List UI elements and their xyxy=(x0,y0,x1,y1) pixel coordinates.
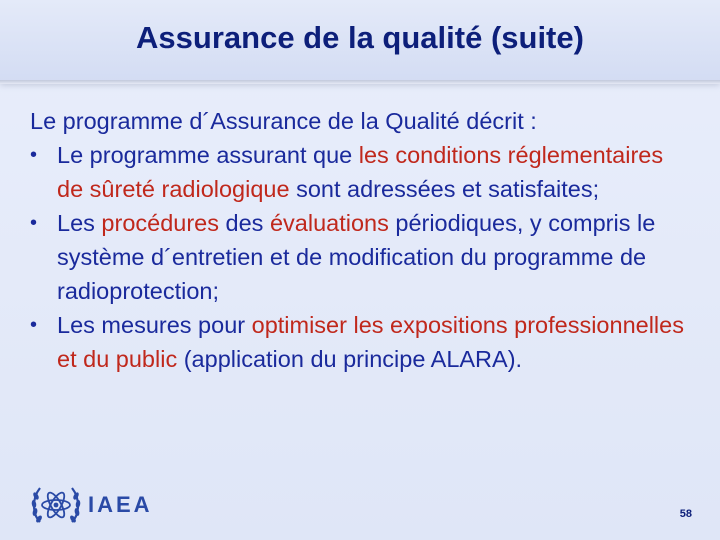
bullet-item xyxy=(30,138,690,206)
un-atom-emblem-icon xyxy=(30,482,82,528)
bullet-item xyxy=(30,206,690,308)
bullet-item xyxy=(30,308,690,376)
bullet-text: Les mesures pour xyxy=(57,312,252,338)
iaea-logo xyxy=(30,482,153,528)
logo-text: IAEA xyxy=(88,492,153,517)
bullet-text: Les xyxy=(57,210,102,236)
page-number: 58 xyxy=(679,508,692,520)
slide-body xyxy=(30,104,690,376)
title-divider xyxy=(0,80,720,84)
bullet-text: périodiques, y compris le système d´entretien et de modification du programme de radioprotection; xyxy=(57,210,656,304)
bullet-icon: • xyxy=(30,212,38,234)
intro-text: Le programme d´Assurance de la Qualité décrit : xyxy=(30,108,537,134)
bullet-list xyxy=(30,138,690,376)
highlight-text: procédures xyxy=(101,210,219,236)
bullet-text: des xyxy=(219,210,270,236)
bullet-icon: • xyxy=(30,314,38,336)
slide-title: Assurance de la qualité (suite) xyxy=(136,20,584,55)
bullet-icon: • xyxy=(30,144,38,166)
bullet-text: sont adressées et satisfaites; xyxy=(289,176,600,202)
bullet-text: Le programme assurant que xyxy=(57,142,359,168)
highlight-text: optimiser les expositions professionnelles et du public xyxy=(57,312,684,372)
bullet-text: (application du principe ALARA). xyxy=(177,346,523,372)
highlight-text: les conditions réglementaires de sûreté radiologique xyxy=(57,142,664,202)
highlight-text: évaluations xyxy=(269,210,389,236)
